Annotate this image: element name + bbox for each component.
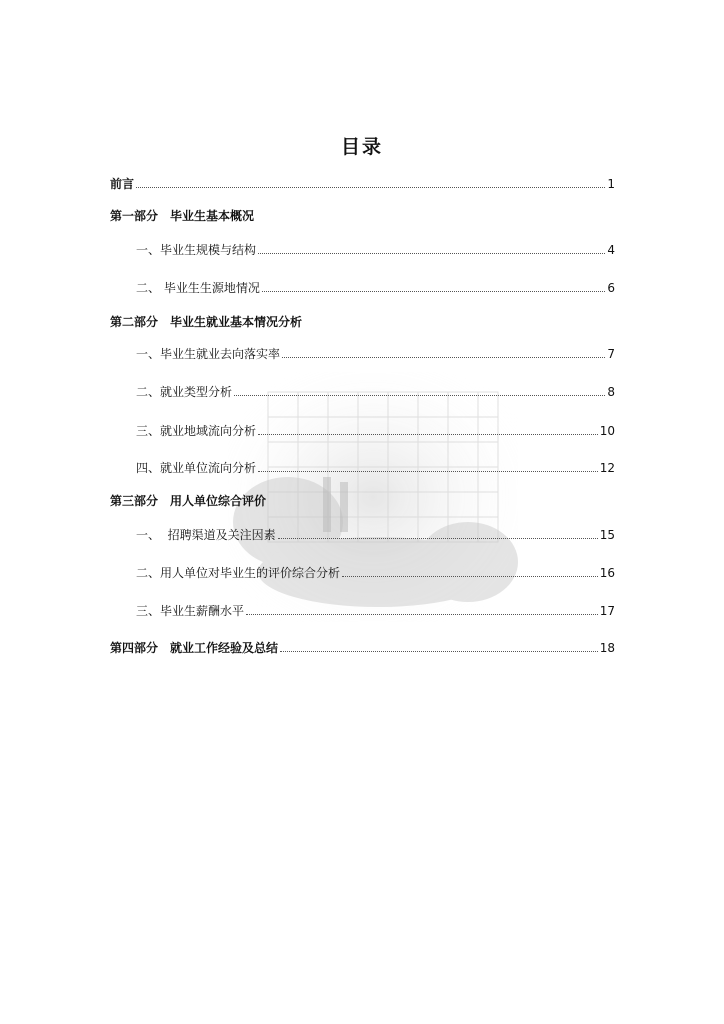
dot-leader xyxy=(282,356,605,358)
toc-entry[interactable] xyxy=(136,460,615,476)
dot-leader xyxy=(258,252,605,254)
toc-entry-label: 四、就业单位流向分析 xyxy=(136,461,257,475)
toc-page-number: 8 xyxy=(607,385,615,399)
toc-page-number: 1 xyxy=(607,177,615,191)
dot-leader xyxy=(278,537,598,539)
toc-section-label: 第三部分 用人单位综合评价 xyxy=(110,494,267,508)
toc-entry[interactable] xyxy=(136,280,615,296)
dot-leader xyxy=(246,613,598,615)
toc-entry-label: 二、就业类型分析 xyxy=(136,385,233,399)
toc-page-number: 18 xyxy=(599,641,615,655)
toc-section-part4[interactable] xyxy=(110,640,615,656)
dot-leader xyxy=(342,575,598,577)
toc-entry-preface[interactable] xyxy=(110,176,615,192)
toc-entry-label: 三、就业地域流向分析 xyxy=(136,424,257,438)
toc-entry[interactable] xyxy=(136,423,615,439)
toc-entry[interactable] xyxy=(136,384,615,400)
dot-leader xyxy=(136,186,605,188)
toc-section-label: 第二部分 毕业生就业基本情况分析 xyxy=(110,315,303,329)
toc-page-number: 15 xyxy=(599,528,615,542)
toc-page-number: 6 xyxy=(607,281,615,295)
toc-entry-label: 一、 招聘渠道及关注因素 xyxy=(136,528,276,542)
toc-entry[interactable] xyxy=(136,565,615,581)
dot-leader xyxy=(258,433,598,435)
toc-page-number: 7 xyxy=(607,347,615,361)
toc-entry[interactable] xyxy=(136,603,615,619)
toc-page-number: 12 xyxy=(599,461,615,475)
toc-entry-label: 一、毕业生规模与结构 xyxy=(136,243,257,257)
toc-section-part3[interactable] xyxy=(110,493,615,509)
toc-section-label: 第一部分 毕业生基本概况 xyxy=(110,209,255,223)
toc-entry-label: 第四部分 就业工作经验及总结 xyxy=(110,641,279,655)
dot-leader xyxy=(262,290,606,292)
toc-entry-label: 一、毕业生就业去向落实率 xyxy=(136,347,281,361)
toc-entry-label: 前言 xyxy=(110,177,135,191)
toc-entry-label: 二、用人单位对毕业生的评价综合分析 xyxy=(136,566,341,580)
toc-title: 目录 xyxy=(340,136,383,158)
toc-entry[interactable] xyxy=(136,242,615,258)
toc-section-part2[interactable] xyxy=(110,314,615,330)
toc-entry-label: 三、毕业生薪酬水平 xyxy=(136,604,245,618)
toc-entry[interactable] xyxy=(136,346,615,362)
dot-leader xyxy=(234,394,605,396)
dot-leader xyxy=(258,470,598,472)
toc-section-part1[interactable] xyxy=(110,208,615,224)
dot-leader xyxy=(280,650,598,652)
toc-entry[interactable] xyxy=(136,527,615,543)
toc-page-number: 17 xyxy=(599,604,615,618)
toc-entry-label: 二、 毕业生生源地情况 xyxy=(136,281,260,295)
toc-page-number: 4 xyxy=(607,243,615,257)
toc-page-number: 16 xyxy=(599,566,615,580)
toc-page-number: 10 xyxy=(599,424,615,438)
